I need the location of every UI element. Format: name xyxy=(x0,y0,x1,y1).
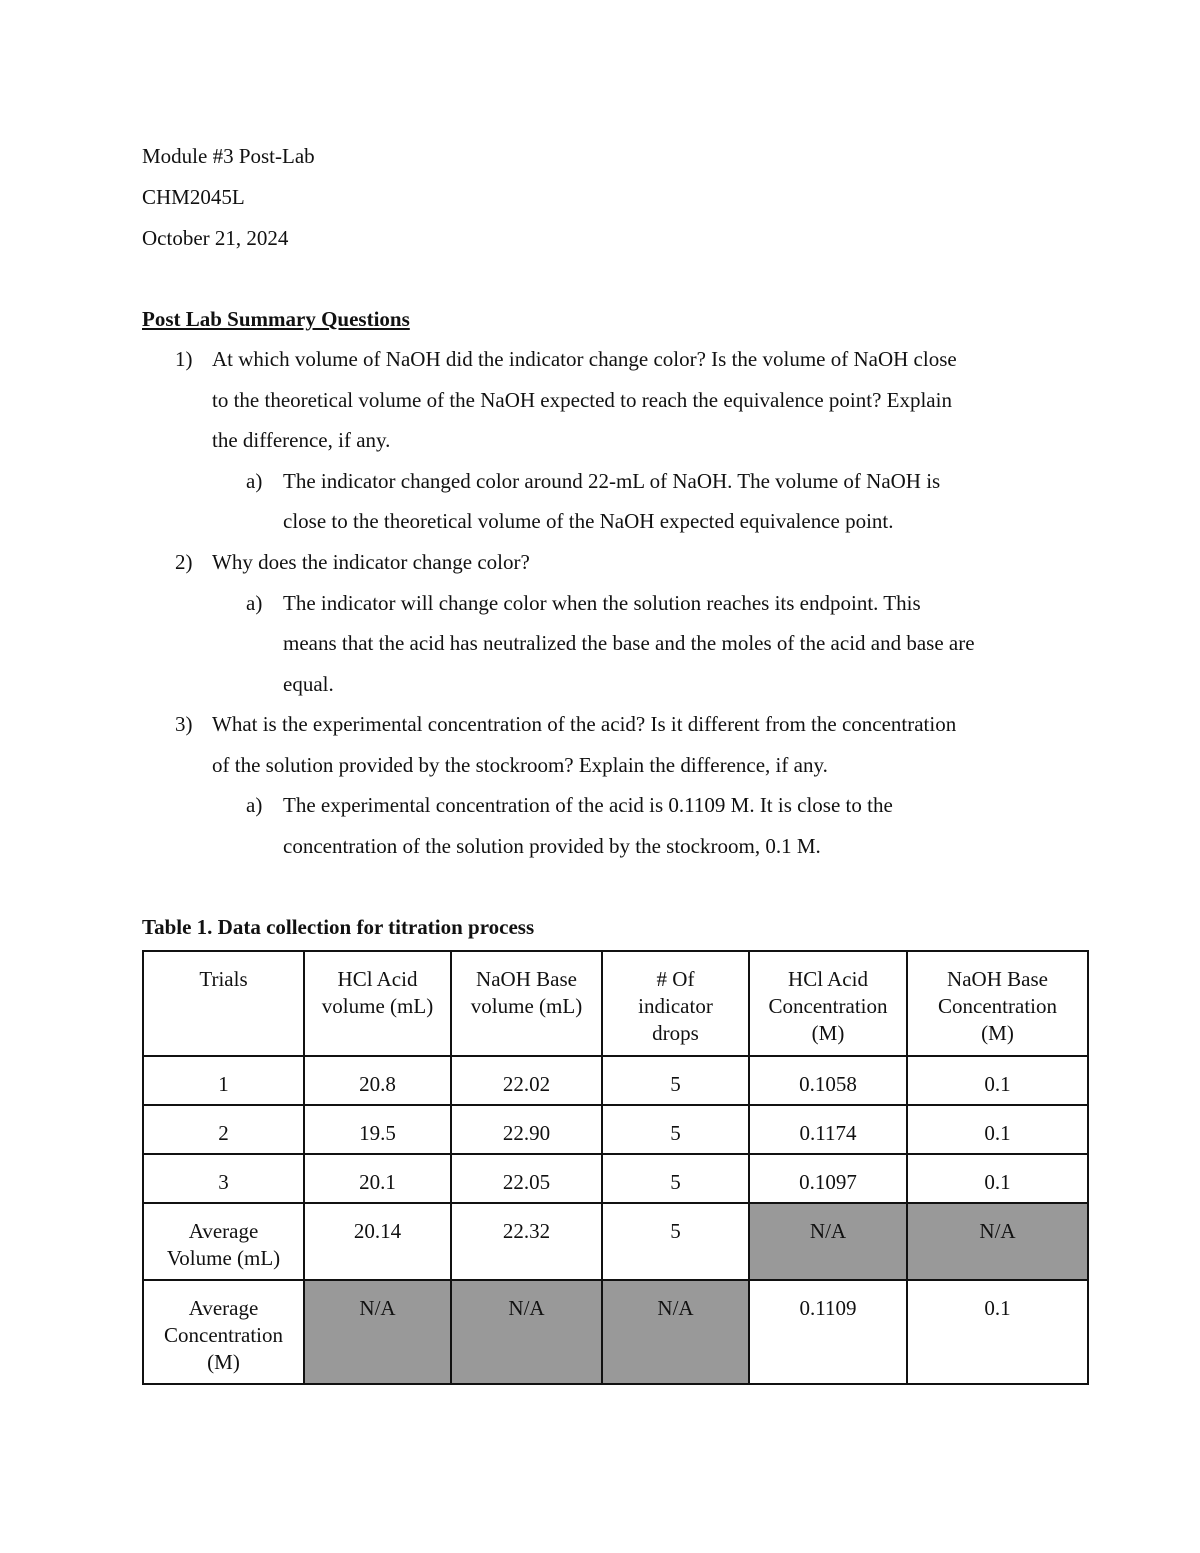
table-cell-na: N/A xyxy=(602,1280,749,1384)
row-label xyxy=(143,1203,304,1280)
section-title: Post Lab Summary Questions xyxy=(142,307,410,331)
row-label: 2 xyxy=(143,1105,304,1154)
table-row-trial-3 xyxy=(143,1154,1088,1203)
header-text: # Of xyxy=(656,967,695,991)
table-row-trial-2 xyxy=(143,1105,1088,1154)
row-label-text: Average xyxy=(188,1219,259,1243)
table-cell: 22.32 xyxy=(451,1203,602,1280)
table-cell: 5 xyxy=(602,1154,749,1203)
titration-data-table xyxy=(142,950,1089,1385)
table-cell: 20.1 xyxy=(304,1154,451,1203)
answer-2-line: means that the acid has neutralized the base and the moles of the acid and base are xyxy=(283,631,975,655)
table-cell: 0.1174 xyxy=(749,1105,907,1154)
answer-3-line: concentration of the solution provided by the stockroom, 0.1 M. xyxy=(283,834,821,858)
header-text: Concentration xyxy=(768,994,888,1018)
header-indicator-drops xyxy=(602,951,749,1056)
table-cell: 22.90 xyxy=(451,1105,602,1154)
header-naoh-concentration xyxy=(907,951,1088,1056)
table-cell: 0.1 xyxy=(907,1280,1088,1384)
row-label xyxy=(143,1280,304,1384)
question-2-line: Why does the indicator change color? xyxy=(212,550,530,574)
table-cell: 19.5 xyxy=(304,1105,451,1154)
header-text: Trials xyxy=(199,967,248,991)
table-cell: 22.02 xyxy=(451,1056,602,1105)
table-cell-na: N/A xyxy=(749,1203,907,1280)
header-text: volume (mL) xyxy=(470,994,583,1018)
table-cell: 0.1109 xyxy=(749,1280,907,1384)
header-text: volume (mL) xyxy=(321,994,434,1018)
table-cell: 5 xyxy=(602,1203,749,1280)
table-header-row xyxy=(143,951,1088,1056)
table-row-average-concentration xyxy=(143,1280,1088,1384)
question-1-line: the difference, if any. xyxy=(212,428,391,452)
answer-3-line: The experimental concentration of the acid is 0.1109 M. It is close to the xyxy=(283,793,893,817)
row-label: 3 xyxy=(143,1154,304,1203)
document-title: Module #3 Post-Lab xyxy=(142,144,315,168)
question-3-line: What is the experimental concentration of the acid? Is it different from the concentration xyxy=(212,712,957,736)
course-code: CHM2045L xyxy=(142,185,245,209)
table-cell: 5 xyxy=(602,1105,749,1154)
table-cell: 0.1058 xyxy=(749,1056,907,1105)
header-text: indicator xyxy=(638,994,713,1018)
header-text: NaOH Base xyxy=(947,967,1048,991)
row-label-text: Concentration xyxy=(164,1323,283,1347)
row-label-text: (M) xyxy=(207,1350,240,1374)
answer-2-letter: a) xyxy=(246,591,263,615)
header-text: HCl Acid xyxy=(337,967,418,991)
header-text: Concentration xyxy=(938,994,1057,1018)
answer-2-line: The indicator will change color when the solution reaches its endpoint. This xyxy=(283,591,921,615)
answer-1-letter: a) xyxy=(246,469,263,493)
header-hcl-volume xyxy=(304,951,451,1056)
header-hcl-concentration xyxy=(749,951,907,1056)
question-1-line: to the theoretical volume of the NaOH expected to reach the equivalence point? Explain xyxy=(212,388,952,412)
document-date: October 21, 2024 xyxy=(142,226,289,250)
table-cell-na: N/A xyxy=(304,1280,451,1384)
table-cell-na: N/A xyxy=(451,1280,602,1384)
table-caption: Table 1. Data collection for titration process xyxy=(142,915,535,939)
row-label: 1 xyxy=(143,1056,304,1105)
header-text: drops xyxy=(652,1021,699,1045)
answer-3-letter: a) xyxy=(246,793,263,817)
header-text: HCl Acid xyxy=(788,967,868,991)
table-row-trial-1 xyxy=(143,1056,1088,1105)
table-cell: 0.1 xyxy=(907,1154,1088,1203)
table-cell-na: N/A xyxy=(907,1203,1088,1280)
answer-2-line: equal. xyxy=(283,672,334,696)
question-3-line: of the solution provided by the stockroom? Explain the difference, if any. xyxy=(212,753,828,777)
header-text: (M) xyxy=(811,1021,845,1045)
table-cell: 20.14 xyxy=(304,1203,451,1280)
question-1-line: At which volume of NaOH did the indicator change color? Is the volume of NaOH close xyxy=(212,347,957,371)
header-naoh-volume xyxy=(451,951,602,1056)
header-text: NaOH Base xyxy=(476,967,577,991)
table-cell: 0.1 xyxy=(907,1105,1088,1154)
table-cell: 0.1 xyxy=(907,1056,1088,1105)
table-cell: 20.8 xyxy=(304,1056,451,1105)
table-cell: 5 xyxy=(602,1056,749,1105)
question-3-number: 3) xyxy=(175,712,193,736)
answer-1-line: close to the theoretical volume of the NaOH expected equivalence point. xyxy=(283,509,894,533)
question-2-number: 2) xyxy=(175,550,193,574)
header-text: (M) xyxy=(981,1021,1014,1045)
table-row-average-volume xyxy=(143,1203,1088,1280)
table-cell: 22.05 xyxy=(451,1154,602,1203)
table-cell: 0.1097 xyxy=(749,1154,907,1203)
row-label-text: Average xyxy=(188,1296,259,1320)
answer-1-line: The indicator changed color around 22-mL of NaOH. The volume of NaOH is xyxy=(283,469,941,493)
question-1-number: 1) xyxy=(175,347,193,371)
header-trials xyxy=(143,951,304,1056)
row-label-text: Volume (mL) xyxy=(166,1246,281,1270)
